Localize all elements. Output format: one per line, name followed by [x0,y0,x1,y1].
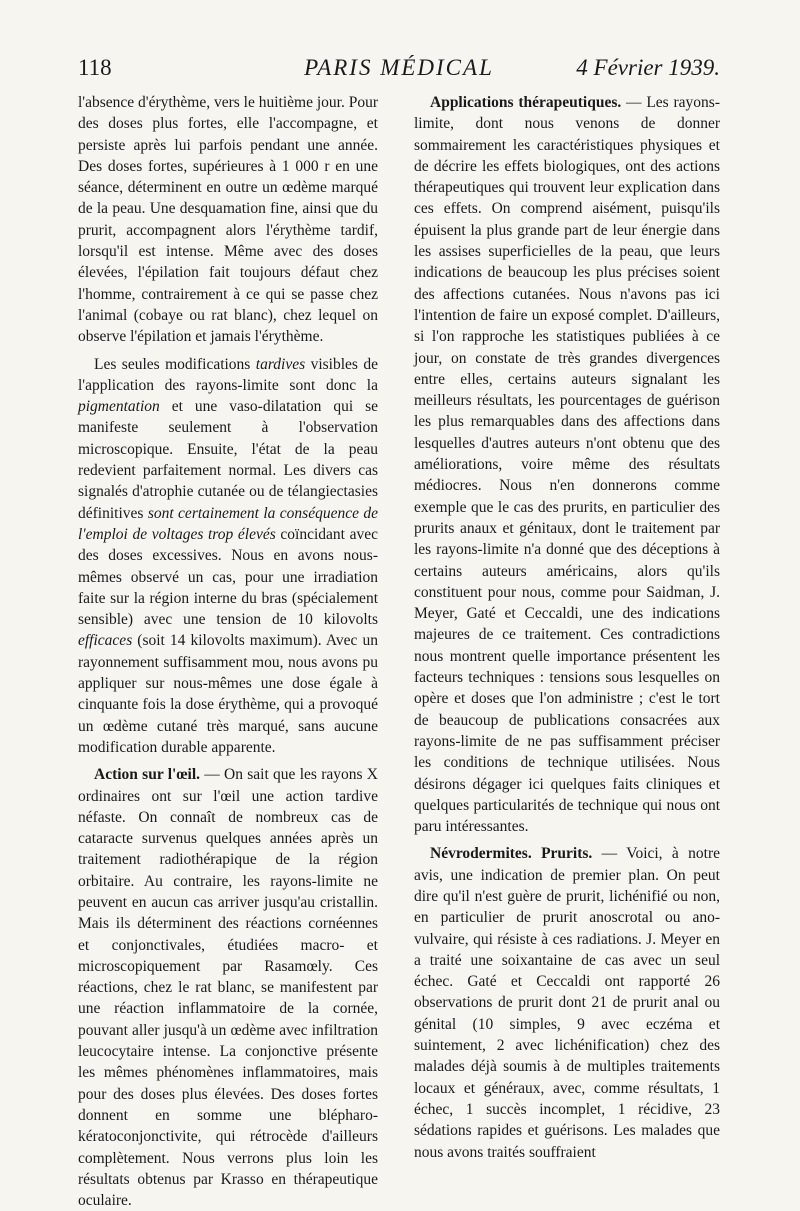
running-header [78,55,720,87]
text-run: — On sait que les rayons X ordinaires ont sur l'œil une action tardive néfaste. On connaît de nombreux cas de cataracte survenus quelques années après un traitement radiothérapique de la région orbitaire. Au contraire, les rayons-limite ne peuvent en aucun cas arriver jusqu'au cristallin. Mais ils déterminent des réactions cornéennes et conjonctivales, étudiées macro- et microscopiquement par Rasamœly. Ces réactions, chez le rat blanc, se manifestent par une réaction inflammatoire de la cornée, pouvant aller jusqu'à un œdème avec infiltration leucocytaire intense. La conjonctive présente les mêmes phénomènes inflammatoires, mais pour des doses plus élevées. Des doses fortes donnent en somme une blépharo-kératoconjonctivite, qui rétrocède d'ailleurs complètement. Nous verrons plus loin les résultats obtenus par Krasso en thérapeutique oculaire. [78,766,378,1210]
paragraph-applications [414,92,720,837]
italic-tardives: tardives [255,355,306,373]
text-run: Les seules modifications [94,355,256,373]
heading-nevrodermites-prurits: Névrodermites. Prurits. [430,845,593,863]
paragraph-action-oeil [78,764,378,1211]
text-run: coïncidant avec des doses excessives. Nous en avons nous-mêmes observé un cas, pour une irradiation faite sur la région interne du bras (spécialement sensible) avec une tension de 10 kilovolts [78,525,378,629]
page-number: 118 [78,55,112,80]
heading-applications-therapeutiques: Applications thérapeutiques. [430,94,622,111]
right-column [414,92,720,1161]
paragraph-modifications-tardives [78,354,378,759]
italic-efficaces: efficaces [78,632,133,650]
journal-title: PARIS MÉDICAL [304,55,494,80]
heading-action-oeil: Action sur l'œil. [94,766,200,784]
italic-consequence: sont certainement la conséquence de l'emploi de voltages trop élevés [78,504,378,543]
paragraph-erytheme: l'absence d'érythème, vers le huitième jour. Pour des doses plus fortes, elle l'accompagne, et persiste après lui parfois pendant une année. Des doses fortes, supérieures à 1 000 r en une séance, déterminent en outre un œdème marqué de la peau. Une desquamation fine, ainsi que du prurit, accompagnent alors l'érythème tardif, lorsqu'il est intense. Même avec des doses élevées, l'épilation fait toujours défaut chez l'homme, contrairement à ce qui se passe chez l'animal (cobaye ou rat blanc), chez lequel on observe l'épilation et jamais l'érythème. [78,94,378,346]
text-run: (soit 14 kilovolts maximum). Avec un rayonnement suffisamment mou, nous avons pu appliquer sur nous-mêmes une dose égale à cinquante fois la dose érythème, qui a provoqué un œdème cutané très marqué, sans aucune modification durable apparente. [78,632,378,756]
text-run: et une vaso-dilatation qui se manifeste seulement à l'observation microscopique. Ensuite, l'état de la peau redevient parfaitement normal. Les divers cas signalés d'atrophie cutanée ou de télangiectasies définitives [78,398,378,522]
italic-pigmentation: pigmentation [78,398,160,416]
left-column [78,92,378,1210]
paragraph-nevrodermites [414,843,720,1162]
text-run: — Voici, à notre avis, une indication de premier plan. On peut dire qu'il n'est guère de prurit, lichénifié ou non, en particulier de prurit anoscrotal ou ano-vulvaire, qui résiste à ces radiations. J. Meyer en a traité une soixantaine de cas avec un seul échec. Gaté et Ceccaldi ont rapporté 26 observations de prurit dont 21 de prurit anal ou génital (10 simples, 9 avec eczéma et suintement, 2 avec lichénification) chez des malades déjà soumis à de multiples traitements locaux et généraux, avec, comme résultats, 1 échec, 1 succès incomplet, 1 récidive, 23 sédations rapides et guérisons. Les malades que nous avons traités souffraient [414,845,720,1161]
text-run: — Les rayons-limite, dont nous venons de donner sommairement les caractéristiques physiques et de décrire les effets biologiques, ont des actions thérapeutiques qui trouvent leur explication dans ces effets. On comprend aisément, puisqu'ils épuisent la plus grande part de leur énergie dans les assises superficielles de la peau, que leurs indications de beaucoup les plus précises soient des affections cutanées. Nous n'avons pas ici l'intention de faire un exposé complet. D'ailleurs, si l'on rapproche les statistiques publiées à ce jour, on constate de très grandes divergences entre elles, certains auteurs signalant les meilleurs résultats, les pourcentages de guérison les plus remarquables dans des affections dans lesquelles d'autres auteurs n'ont obtenu que des améliorations, voire même des résultats médiocres. Nous n'en donnerons comme exemple que le cas des prurits, en particulier des prurits anaux et génitaux, dont le traitement par les rayons-limite n'a donné que des déceptions à certains auteurs américains, alors qu'ils constituent pour nous, comme pour Saidman, J. Meyer, Gaté et Ceccaldi, une des indications majeures de ce traitement. Ces contradictions nous montrent quelle importance présentent les facteurs techniques : tensions sous lesquelles on opère et doses que l'on administre ; c'est le tort de beaucoup de publications consacrées aux rayons-limite de ne pas suffisamment préciser les conditions de technique utilisées. Nous désirons dégager ici quelques faits cliniques et quelques particularités de technique qui nous ont paru intéressantes. [414,94,720,836]
issue-date: 4 Février 1939. [576,55,720,80]
text-run: visibles de l'application des rayons-limite sont donc la [78,355,378,394]
